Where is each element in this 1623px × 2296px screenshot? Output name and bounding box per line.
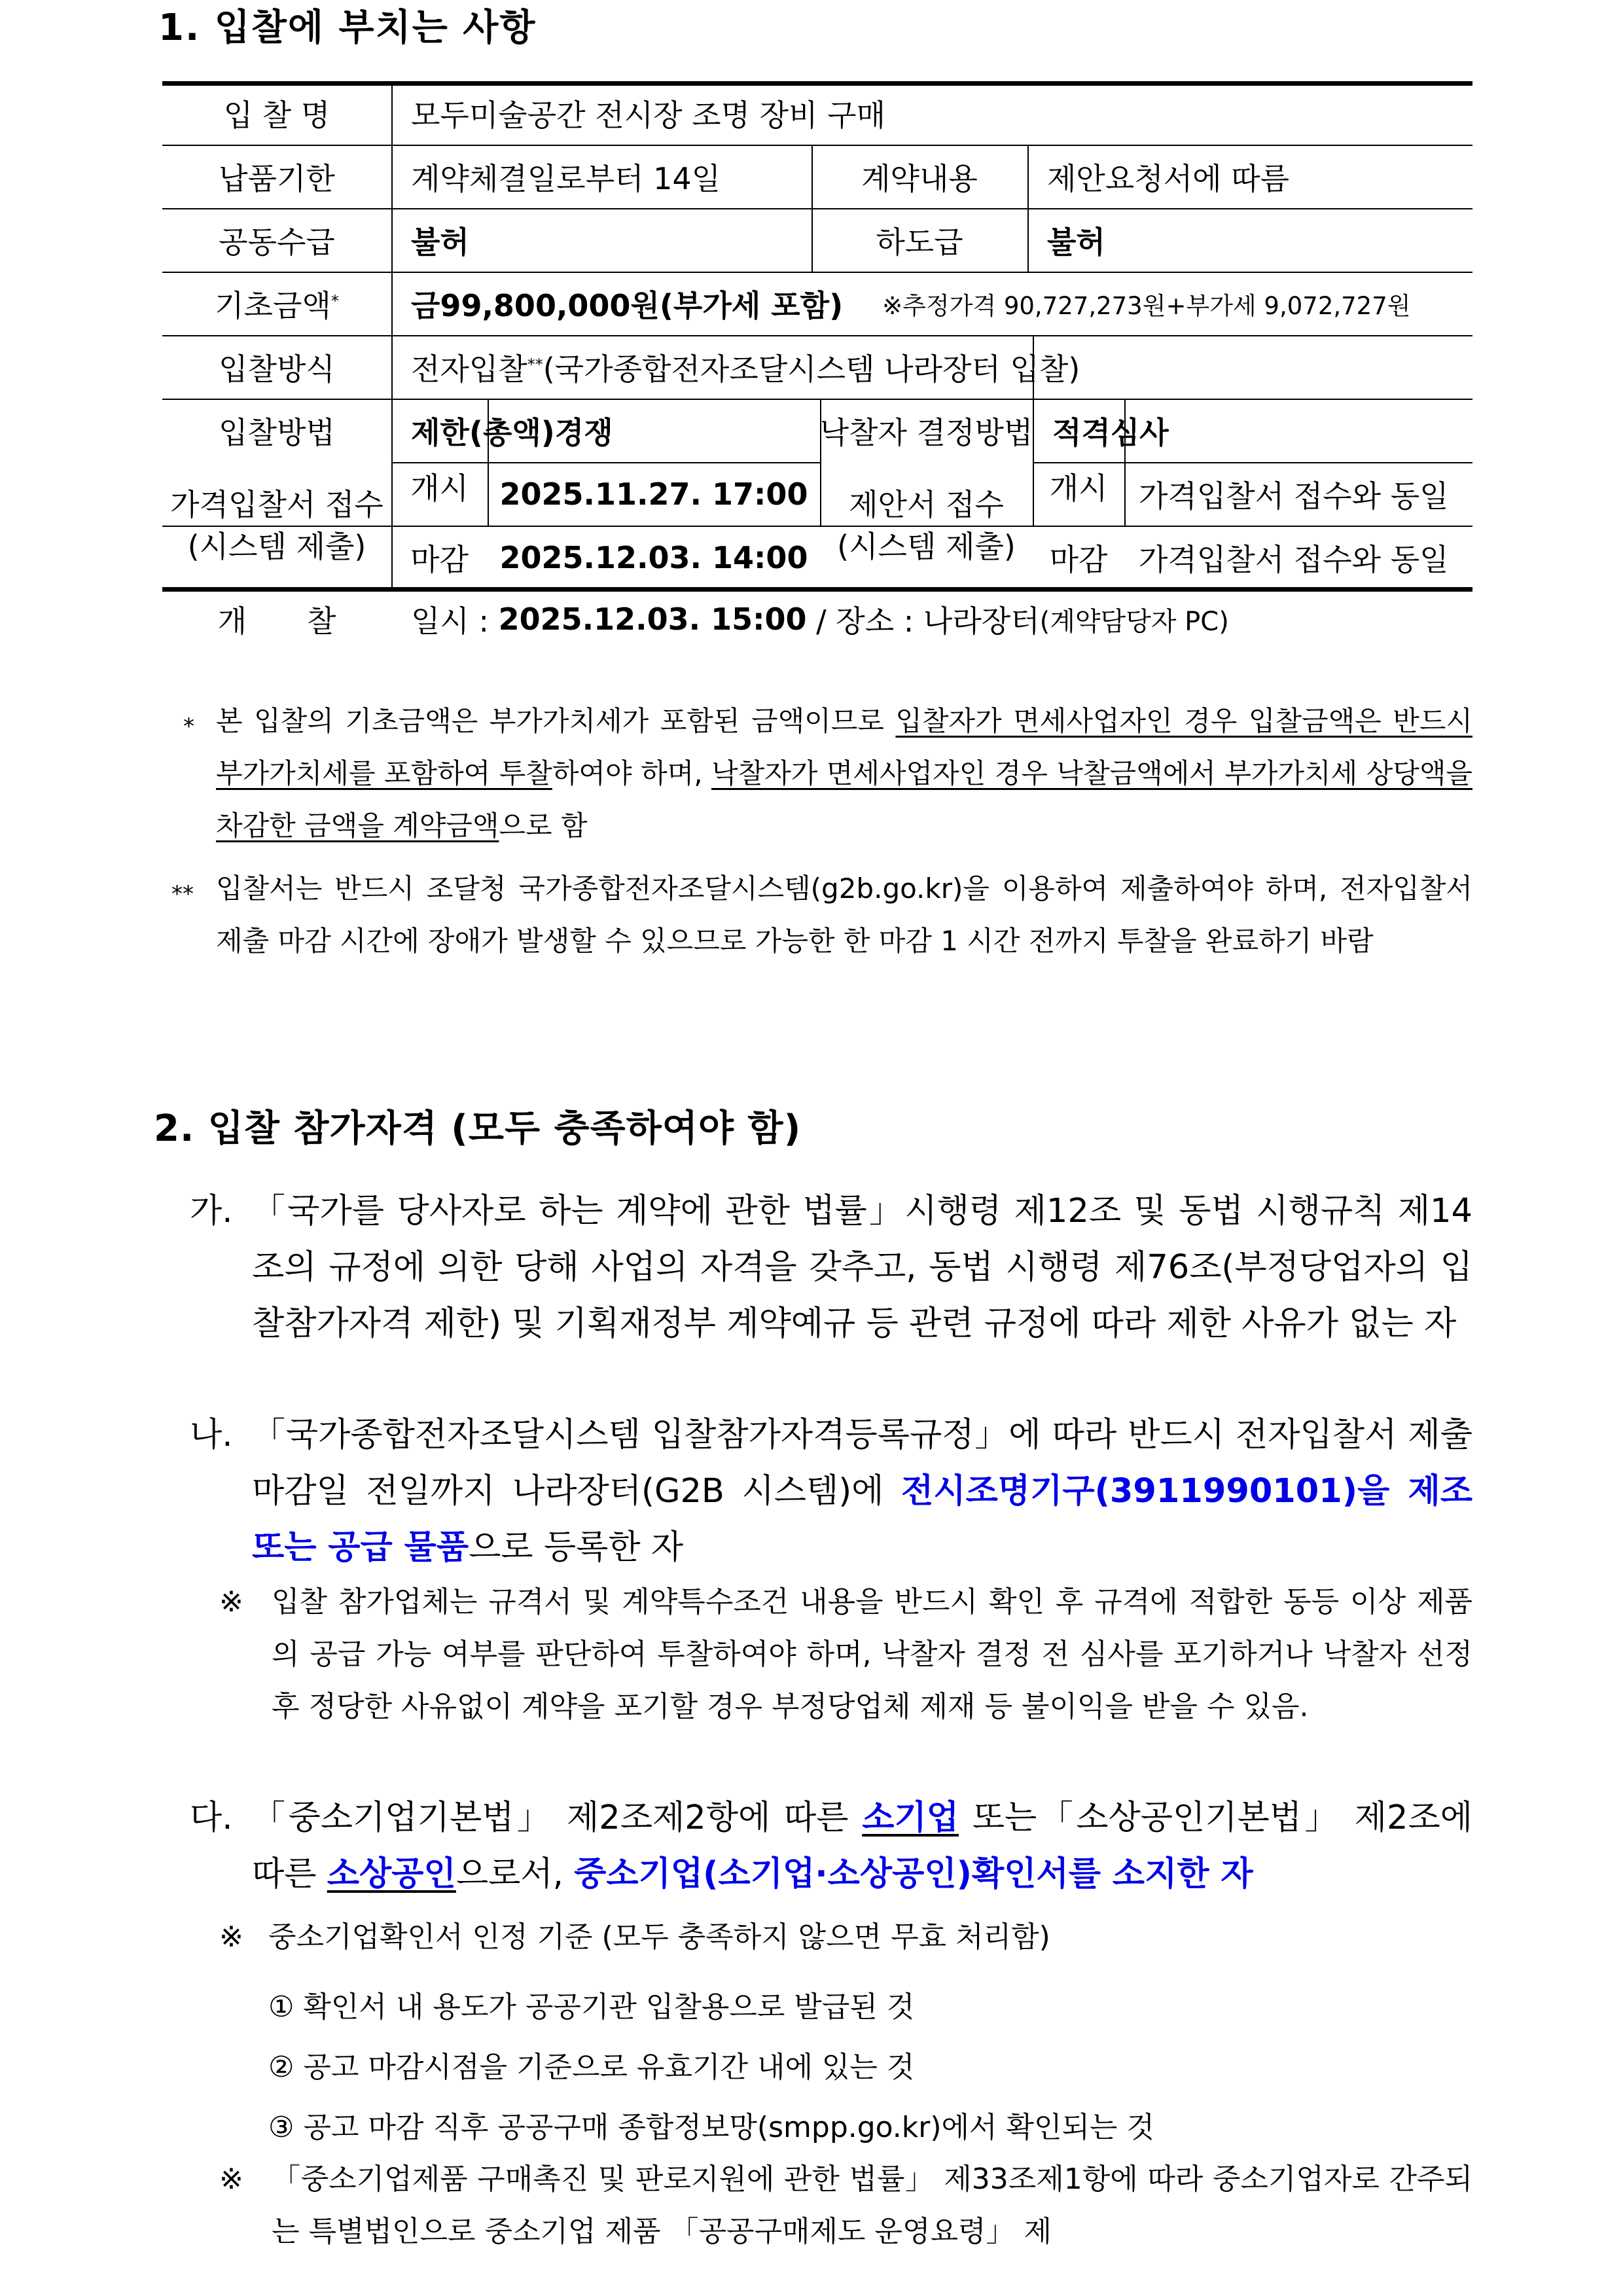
proposal-close-value: 가격입찰서 접수와 동일	[1139, 541, 1449, 577]
qualification-item-na	[190, 1407, 1472, 1576]
joint-supply-label: 공동수급	[219, 224, 335, 260]
opening-place: / 장소 : 나라장터	[806, 603, 1040, 639]
base-amount-label-text: 기초금액	[215, 287, 331, 323]
criteria-title: 중소기업확인서 인정 기준 (모두 충족하지 않으면 무효 처리함)	[268, 1920, 1050, 1954]
item-text	[252, 1407, 1472, 1576]
bid-method-label: 입찰방법	[219, 414, 335, 450]
contract-value: 제안요청서에 따름	[1047, 160, 1290, 196]
price-bid-label	[162, 462, 391, 589]
opening-value-cell	[391, 589, 1472, 649]
proposal-label	[820, 462, 1033, 589]
criteria-item-3: ③ 공고 마감 직후 공공구매 종합정보망(smpp.go.kr)에서 확인되는 것	[268, 2111, 1155, 2144]
proposal-label-line1: 제안서 접수	[849, 487, 1004, 522]
criteria-item-2: ② 공고 마감시점을 기준으로 유효기간 내에 있는 것	[268, 2051, 915, 2084]
opening-datetime: 2025.12.03. 15:00	[498, 601, 807, 637]
footnote-mark: *	[330, 291, 339, 310]
reference-mark: ※	[219, 1920, 243, 1954]
proposal-open-label: 개시	[1049, 471, 1108, 506]
base-amount-label	[162, 272, 391, 335]
item-label: 다.	[190, 1799, 233, 1837]
opening-prefix: 일시 :	[411, 603, 499, 639]
reference-mark: ※	[219, 2162, 243, 2196]
item-text-before: 「국가종합전자조달시스템 입찰참가자격등록규정」에 따라 반드시 전자입찰서 제출 마감일 전일까지 나라장터(G2B 시스템)에	[252, 1416, 1472, 1511]
bid-name-label: 입 찰 명	[223, 97, 330, 133]
contract-label: 계약내용	[861, 160, 978, 196]
footnote-segment: 으로 함	[499, 810, 588, 842]
note-special-corporation	[219, 2153, 1472, 2258]
qualification-item-da	[190, 1790, 1472, 1903]
proposal-close-label: 마감	[1049, 541, 1108, 577]
item-text-part: 「중소기업기본법」 제2조제2항에 따른	[252, 1799, 863, 1837]
bid-type-value: 전자입찰	[411, 351, 527, 387]
delivery-value: 계약체결일로부터 14일	[411, 160, 721, 196]
bid-type-label: 입찰방식	[219, 351, 335, 387]
footnote-mark: *	[183, 713, 194, 740]
item-label: 가.	[190, 1192, 233, 1230]
delivery-label: 납품기한	[219, 160, 335, 196]
winner-method-label: 낙찰자 결정방법	[819, 414, 1033, 450]
price-close-label: 마감	[410, 541, 469, 577]
reference-mark: ※	[219, 1585, 243, 1619]
footnote-mark: **	[171, 881, 194, 907]
footnote-text: 입찰서는 반드시 조달청 국가종합전자조달시스템(g2b.go.kr)을 이용하여 제출하여야 하며, 전자입찰서 제출 마감 시간에 장애가 발생할 수 있으므로 가능한 한 마감 1 시간 전까지 투찰을 완료하기 바람	[216, 872, 1472, 957]
opening-label: 개 찰	[217, 603, 336, 639]
proposal-open-value: 가격입찰서 접수와 동일	[1139, 478, 1449, 514]
item-text: 「국가를 당사자로 하는 계약에 관한 법률」시행령 제12조 및 동법 시행규칙 제14조의 규정에 의한 당해 사업의 자격을 갖추고, 동법 시행령 제76조(부정당업자의 입찰참가자격 제한) 및 기획재정부 계약예규 등 관련 규정에 따라 제한 사유가 없는 자	[252, 1192, 1472, 1343]
section-1-title: 1. 입찰에 부치는 사항	[158, 7, 537, 49]
opening-place-detail: (계약담당자 PC)	[1039, 606, 1229, 637]
section-2-title: 2. 입찰 참가자격 (모두 충족하여야 함)	[154, 1107, 802, 1150]
estimated-price-note: ※추정가격 90,727,273원+부가세 9,072,727원	[882, 291, 1411, 320]
item-label: 나.	[190, 1416, 233, 1454]
footnote-underlined-segment: 낙찰자가 면세사업자인 경우 낙찰금액에서 부가가치세 상당액을 차감한 금액을 계약금액	[216, 757, 1472, 842]
note-certificate-criteria	[219, 1911, 1472, 1964]
price-open-value: 2025.11.27. 17:00	[499, 476, 808, 512]
note-text: 「중소기업제품 구매촉진 및 판로지원에 관한 법률」 제33조제1항에 따라 중소기업자로 간주되는 특별법인으로 중소기업 제품 「공공구매제도 운영요령」 제	[272, 2162, 1472, 2248]
note-text: 입찰 참가업체는 규격서 및 계약특수조건 내용을 반드시 확인 후 규격에 적합한 동등 이상 제품의 공급 가능 여부를 판단하여 투찰하여야 하며, 낙찰자 결정 전 심사를 포기하거나 낙찰자 선정 후 정당한 사유없이 계약을 포기할 경우 부정당업체 제재 등 불이익을 받을 수 있음.	[272, 1585, 1472, 1723]
price-close-value: 2025.12.03. 14:00	[499, 539, 808, 575]
joint-supply-value: 불허	[411, 224, 469, 260]
item-highlight: 전시조명기구(3911990101)을 제조 또는 공급 물품	[252, 1472, 1472, 1567]
item-text	[252, 1790, 1472, 1903]
qualification-item-ga	[190, 1183, 1472, 1352]
footnote-segment: 본 입찰의 기초금액은 부가가치세가 포함된 금액이므로	[216, 705, 896, 737]
bid-type-detail: (국가종합전자조달시스템 나라장터 입찰)	[543, 351, 1080, 387]
subcontract-value: 불허	[1047, 224, 1105, 260]
item-text-after: 으로 등록한 자	[469, 1528, 684, 1567]
price-bid-label-line1: 가격입찰서 접수	[170, 487, 383, 522]
proposal-label-line2: (시스템 제출)	[837, 529, 1016, 564]
base-amount-value: 금99,800,000원(부가세 포함)	[411, 287, 844, 323]
note-bidder-caution	[219, 1576, 1472, 1733]
footnote-base-amount	[183, 695, 1472, 852]
base-amount-value-cell	[391, 272, 1472, 335]
item-highlight-small-business: 소기업	[862, 1799, 959, 1837]
footnote-text	[216, 695, 1472, 852]
item-text-part: 으로서,	[455, 1855, 575, 1893]
price-bid-label-line2: (시스템 제출)	[187, 529, 366, 564]
bid-method-value: 제한(총액)경쟁	[411, 414, 613, 450]
price-open-label: 개시	[410, 471, 469, 506]
bid-type-value-cell	[391, 335, 1472, 399]
footnote-e-bid	[171, 863, 1472, 967]
item-text-part: 또는「소상공인기본법」 제2조에 따른	[252, 1799, 1472, 1893]
bid-name-value: 모두미술공간 전시장 조명 장비 구매	[411, 97, 886, 133]
footnote-underlined-segment: 입찰자가 면세사업자인 경우 입찰금액은 반드시 부가가치세를 포함하여 투찰	[216, 705, 1473, 789]
item-highlight-micro-business: 소상공인	[327, 1855, 456, 1893]
footnote-segment: 하여야 하며,	[552, 757, 712, 789]
criteria-item-1: ① 확인서 내 용도가 공공기관 입찰용으로 발급된 것	[268, 1990, 915, 2024]
winner-method-value: 적격심사	[1052, 414, 1169, 450]
subcontract-label: 하도급	[876, 224, 963, 260]
footnote-mark: **	[527, 355, 543, 374]
item-highlight-certificate: 중소기업(소기업·소상공인)확인서를 소지한 자	[574, 1855, 1253, 1893]
